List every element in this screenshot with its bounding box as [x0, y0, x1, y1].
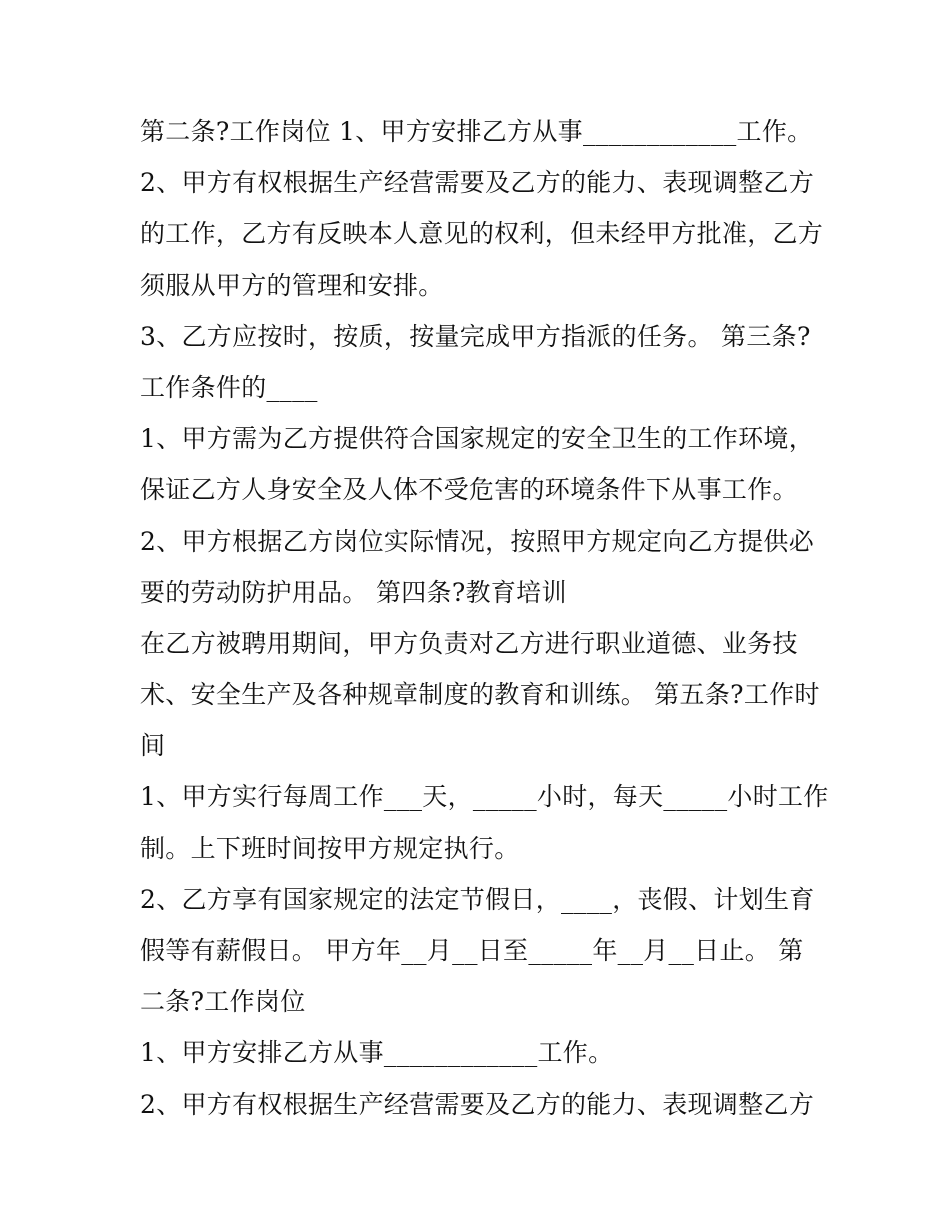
- text-line: 2、甲方有权根据生产经营需要及乙方的能力、表现调整乙方: [140, 168, 815, 198]
- text-line: 保证乙方人身安全及人体不受危害的环境条件下从事工作。: [140, 475, 798, 505]
- text-line: 须服从甲方的管理和安排。: [140, 270, 444, 300]
- text-line: 1、甲方安排乙方从事____________工作。: [140, 1038, 614, 1068]
- text-line: 2、甲方根据乙方岗位实际情况，按照甲方规定向乙方提供必: [140, 526, 815, 556]
- text-line: 二条?工作岗位: [140, 987, 306, 1017]
- contract-text-block: [140, 106, 829, 1130]
- text-line: 1、甲方实行每周工作___天，_____小时，每天_____小时工作: [140, 782, 829, 812]
- text-line: 的工作，乙方有反映本人意见的权利，但未经甲方批准，乙方: [140, 219, 824, 249]
- text-line: 2、乙方享有国家规定的法定节假日，____，丧假、计划生育: [140, 884, 815, 914]
- text-line: 第二条?工作岗位 1、甲方安排乙方从事____________工作。: [140, 117, 813, 146]
- text-line: 3、乙方应按时，按质，按量完成甲方指派的任务。 第三条?: [140, 321, 811, 351]
- text-line: 1、甲方需为乙方提供符合国家规定的安全卫生的工作环境，: [140, 424, 815, 454]
- text-line: 假等有薪假日。 甲方年__月__日至_____年__月__日止。 第: [140, 936, 804, 965]
- text-line: 要的劳动防护用品。 第四条?教育培训: [140, 577, 567, 607]
- text-line: 制。上下班时间按甲方规定执行。: [140, 833, 520, 863]
- text-line: 在乙方被聘用期间，甲方负责对乙方进行职业道德、业务技: [140, 628, 798, 658]
- text-line: 间: [140, 731, 166, 761]
- text-line: 工作条件的____: [140, 372, 318, 402]
- text-line: 2、甲方有权根据生产经营需要及乙方的能力、表现调整乙方: [140, 1089, 815, 1119]
- text-line: 术、安全生产及各种规章制度的教育和训练。 第五条?工作时: [140, 680, 820, 710]
